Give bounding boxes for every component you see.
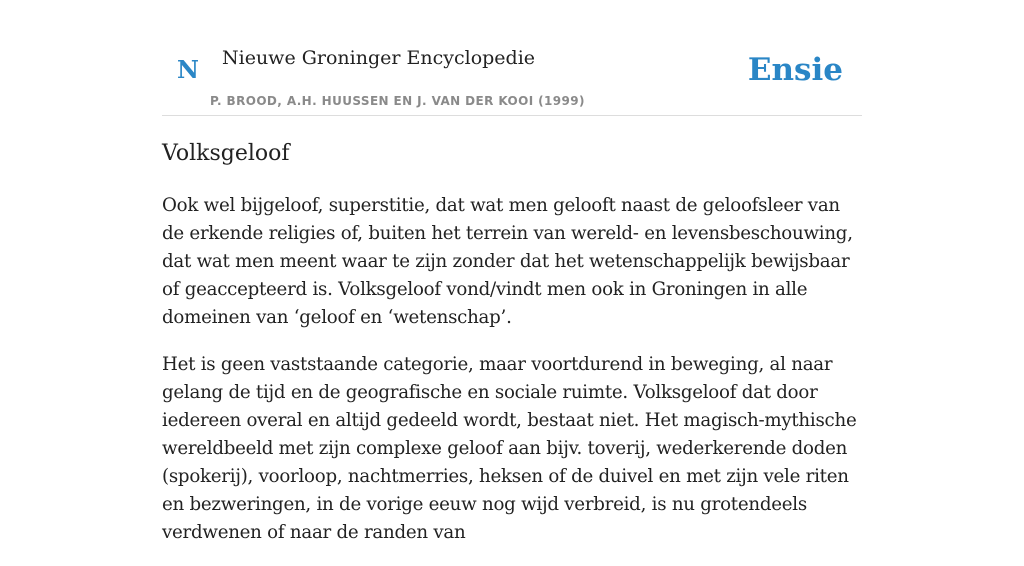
article-body [162, 192, 862, 566]
article-paragraph: Ook wel bijgeloof, superstitie, dat wat men gelooft naast de geloofsleer van de erkende religies of, buiten het terrein van wereld- en levensbeschouwing, dat wat men meent waar te zijn zonder dat het wetenschappelijk bewijsbaar of geaccepteerd is. Volksgeloof vond/vindt men ook in Groningen in alle domeinen van ‘geloof en ‘wetenschap’. [162, 195, 853, 328]
article-paragraph: Het is geen vaststaande categorie, maar voortdurend in beweging, al naar gelang de tijd en de geografische en sociale ruimte. Volksgeloof dat door iedereen overal en altijd gedeeld wordt, bestaat niet. Het magisch-mythische wereldbeeld met zijn complexe geloof aan bijv. toverij, wederkerende doden (spokerij), voorloop, nachtmerries, heksen of de duivel en met zijn vele riten en bezweringen, in de vorige eeuw nog wijd verbreid, is nu grotendeels verdwenen of naar de randen van [162, 354, 857, 543]
encyclopedia-authors: P. BROOD, A.H. HUUSSEN EN J. VAN DER KOOI (1999) [210, 94, 585, 108]
encyclopedia-title[interactable]: Nieuwe Groninger Encyclopedie [222, 47, 536, 69]
encyclopedia-logo[interactable]: N [177, 55, 199, 84]
ensie-logo-link[interactable]: Ensie [747, 52, 843, 88]
article-title: Volksgeloof [162, 141, 290, 166]
encyclopedia-header [162, 0, 862, 116]
